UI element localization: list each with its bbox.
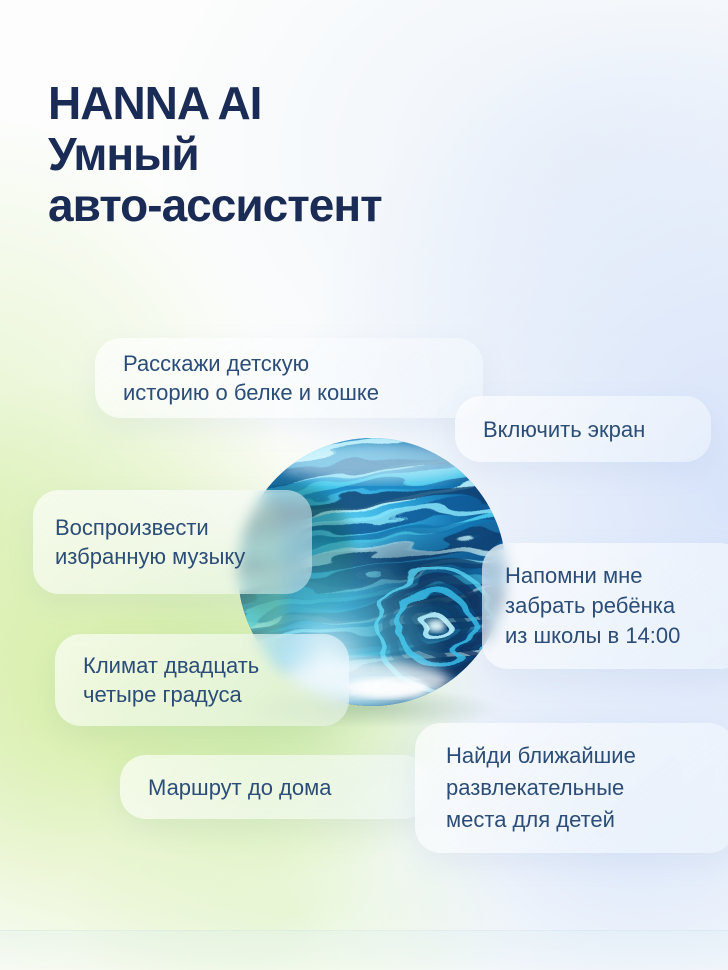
voice-command-bubble-music [33, 490, 312, 594]
voice-command-bubble-story [95, 338, 483, 418]
command-text-line: забрать ребёнка [505, 593, 676, 618]
command-text-line: Климат двадцать [83, 653, 260, 678]
voice-command-bubble-places [415, 723, 728, 853]
subtitle-line-1: Умный [48, 128, 199, 180]
command-text-line: развлекательные [446, 775, 625, 800]
command-text-line: четыре градуса [83, 682, 242, 707]
command-text-line: Найди ближайшие [446, 743, 636, 768]
voice-command-bubble-screen [455, 396, 711, 462]
voice-command-bubble-route [120, 755, 429, 819]
bottom-fade-band [0, 930, 728, 970]
command-text-line: Включить экран [483, 416, 646, 442]
brand-name: HANNA AI [48, 77, 262, 129]
subtitle-line-2: авто-ассистент [48, 179, 382, 231]
command-text-line: из школы в 14:00 [505, 623, 681, 648]
voice-command-bubble-reminder [482, 543, 728, 669]
command-text-line: Напомни мне [505, 563, 643, 588]
command-text-line: Расскажи детскую [123, 351, 310, 376]
page-title [48, 78, 382, 231]
command-text-line: историю о белке и кошке [123, 380, 380, 405]
command-text-line: Воспроизвести [55, 515, 209, 540]
command-text-line: места для детей [446, 807, 615, 832]
voice-command-bubble-climate [55, 634, 349, 726]
command-text-line: Маршрут до дома [148, 774, 332, 800]
command-text-line: избранную музыку [55, 544, 246, 569]
